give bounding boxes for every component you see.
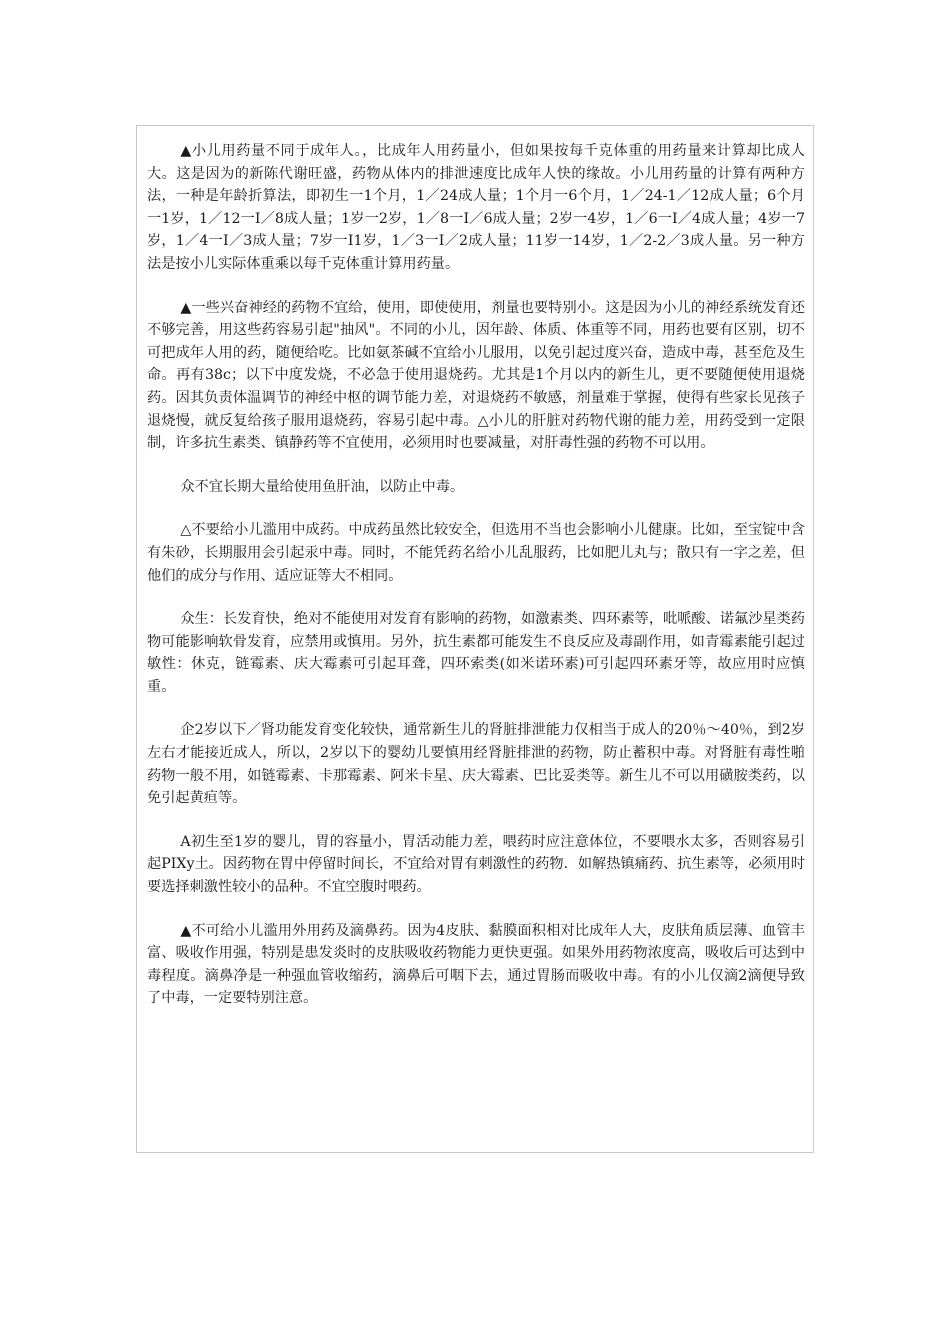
- paragraph-growth: 众生：长发育快，绝对不能使用对发育有影响的药物，如激素类、四环素等，吡哌酸、诺氟沙星类药物可能影响软骨发育，应禁用或慎用。另外，抗生素都可能发生不良反应及毒副作用，如青霉素能引起过敏性：休克，链霉素、庆大霉素可引起耳聋，四环索类(如米诺环素)可引起四环素牙等，故应用时应慎重。: [147, 611, 805, 695]
- document-page: [136, 125, 814, 1153]
- paragraph-fish-oil: 众不宜长期大量给使用鱼肝油，以防止中毒。: [180, 478, 465, 495]
- paragraph-chinese-patent-medicine: △不要给小儿滥用中成药。中成药虽然比较安全，但选用不当也会影响小儿健康。比如，至宝锭中含有朱砂，长期服用会引起汞中毒。同时，不能凭药名给小儿乱服药，比如肥儿丸与；散只有一字之差，但他们的成分与作用、适应证等大不相同。: [147, 522, 805, 584]
- paragraph-infant-stomach: A初生至1岁的婴儿，胃的容量小，胃活动能力差，喂药时应注意体位，不要喂水太多，否则容易引起PIXy土。因药物在胃中停留时间长，不宜给对胃有刺激性的药物．如解热镇痛药、抗生素等，必须用时要选择刺激性较小的品种。不宜空腹时喂药。: [147, 833, 805, 896]
- paragraph-nervous-system: ▲一些兴奋神经的药物不宜给，使用，即使使用，剂量也要特别小。这是因为小儿的神经系统发育还不够完善，用这些药容易引起"抽风"。不同的小儿，因年龄、体质、体重等不同，用药也要有区别，切不可把成年人用的药，随便给吃。比如氨茶碱不宜给小儿服用，以免引起过度兴奋，造成中毒，甚至危及生命。再有38c；以下中度发烧，不必急于使用退烧药。尤其是1个月以内的新生儿，更不要随便使用退烧药。因其负责体温调节的神经中枢的调节能力差，对退烧药不敏感，剂量难于掌握，使得有些家长见孩子退烧慢，就反复给孩子服用退烧药，容易引起中毒。△小儿的肝脏对药物代谢的能力差，用药受到一定限制，许多抗生素类、镇静药等不宜使用，必须用时也要减量，对肝毒性强的药物不可以用。: [147, 299, 805, 452]
- paragraph-kidney: 企2岁以下／肾功能发育变化较快，通常新生儿的肾脏排泄能力仅相当于成人的20％～40％，到2岁左右才能接近成人，所以，2岁以下的婴幼儿要慎用经肾脏排泄的药物，防止蓄积中毒。对肾脏有毒性啪药物一般不用，如链霉素、卡那霉素、阿米卡星、庆大霉素、巴比妥类等。新生儿不可以用磺胺类药，以免引起黄疸等。: [147, 722, 805, 807]
- paragraph-dosage: ▲小儿用药量不同于成年人。，比成年人用药量小，但如果按每千克体重的用药量来计算却比成人大。这是因为的新陈代谢旺盛，药物从体内的排泄速度比成年人快的缘故。小儿用药量的计算有两种方法，一种是年龄折算法，即初生一1个月，1／24成人量；1个月一6个月，1／24-1／12成人量；6个月一1岁，1／12一I／8成人量；1岁一2岁，1／8一I／6成人量；2岁一4岁，1／6一I／4成人量；4岁一7岁，1／4一I／3成人量；7岁一I1岁，1／3一I／2成人量；11岁一14岁，1／2-2／3成人量。另一种方法是按小儿实际体重乘以每千克体重计算用药量。: [147, 143, 805, 272]
- paragraph-external-medicine: ▲不可给小儿滥用外用药及滴鼻药。因为4皮肤、黏膜面积相对比成年人大，皮肤角质层薄、血管丰富、吸收作用强，特别是患发炎时的皮肤吸收药物能力更快更强。如果外用药物浓度高，吸收后可达到中毒程度。滴鼻净是一种强血管收缩药，滴鼻后可咽下去，通过胃肠而吸收中毒。有的小儿仅滴2滴便导致了中毒，一定要特别注意。: [147, 922, 805, 1007]
